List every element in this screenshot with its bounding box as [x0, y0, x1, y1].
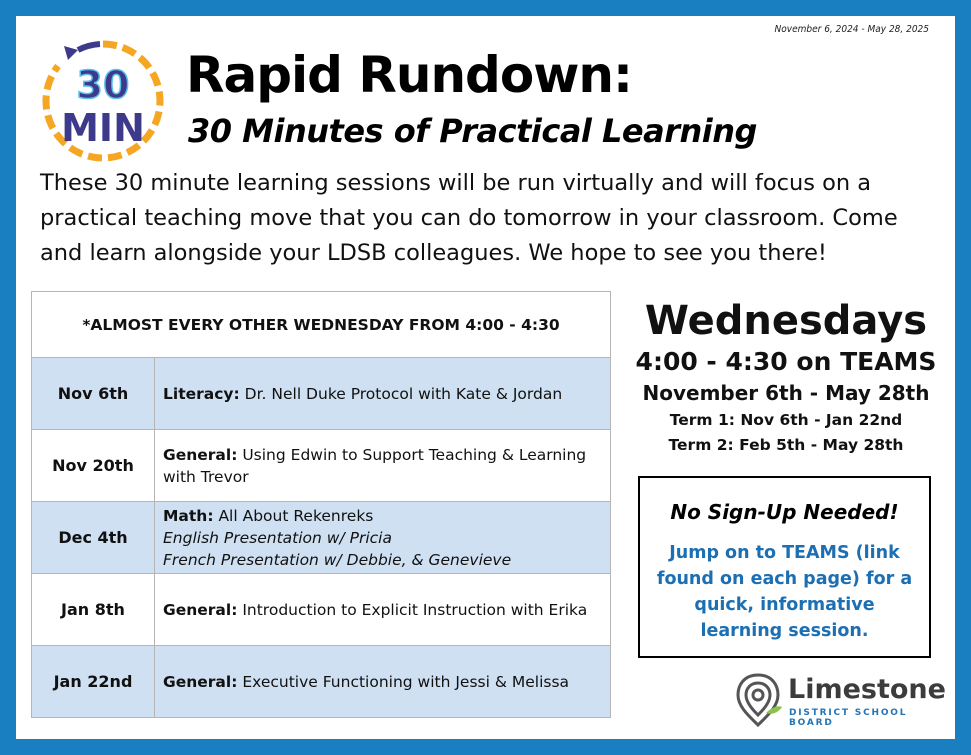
- session-range: November 6th - May 28th: [642, 381, 930, 405]
- session-time: 4:00 - 4:30 on TEAMS: [635, 347, 937, 376]
- table-row: [32, 502, 611, 574]
- logo-min: MIN: [61, 106, 145, 150]
- session-date: Jan 8th: [32, 574, 155, 646]
- session-line-2: English Presentation w/ Pricia: [163, 528, 392, 547]
- page-subtitle: 30 Minutes of Practical Learning: [188, 112, 757, 150]
- session-category: General:: [163, 600, 238, 619]
- table-row: [32, 430, 611, 502]
- thirty-min-logo: [38, 36, 168, 166]
- table-row: [32, 646, 611, 718]
- intro-paragraph: These 30 minute learning sessions will be run virtually and will focus on a practical teaching move that you can do tomorrow in your classroom. Come and learn alongside your LDSB colleagues. We hope to see you there!: [40, 170, 898, 266]
- session-date: Jan 22nd: [32, 646, 155, 718]
- session-description: [155, 358, 611, 430]
- session-text: Dr. Nell Duke Protocol with Kate & Jordan: [239, 384, 563, 403]
- signup-title: No Sign-Up Needed!: [670, 500, 899, 524]
- session-text: Using Edwin to Support Teaching & Learning with Trevor: [163, 445, 587, 486]
- session-date: Nov 20th: [32, 430, 155, 502]
- schedule-header-row: [32, 292, 611, 358]
- session-text: Executive Functioning with Jessi & Melissa: [237, 672, 570, 691]
- session-description: [155, 430, 611, 502]
- term-1: Term 1: Nov 6th - Jan 22nd: [669, 411, 903, 429]
- table-row: [32, 574, 611, 646]
- session-info: [616, 296, 956, 458]
- schedule-heading: *ALMOST EVERY OTHER WEDNESDAY FROM 4:00 - 4:30: [32, 292, 611, 358]
- flyer-page: [16, 16, 955, 739]
- schedule-table: [31, 291, 611, 718]
- session-category: General:: [163, 672, 238, 691]
- board-name: Limestone: [788, 674, 946, 705]
- session-date: Dec 4th: [32, 502, 155, 574]
- session-category: Literacy:: [163, 384, 240, 403]
- session-description: [155, 646, 611, 718]
- session-text: Introduction to Explicit Instruction with Erika: [237, 600, 588, 619]
- session-category: General:: [163, 445, 238, 464]
- session-date: Nov 6th: [32, 358, 155, 430]
- page-title: Rapid Rundown:: [186, 46, 632, 104]
- session-text: All About Rekenreks: [213, 506, 374, 525]
- session-description: [155, 574, 611, 646]
- table-row: [32, 358, 611, 430]
- session-category: Math:: [163, 506, 214, 525]
- session-day: Wednesdays: [644, 298, 928, 344]
- logo-thirty: 30: [76, 63, 130, 107]
- signup-callout: [638, 476, 931, 658]
- term-2: Term 2: Feb 5th - May 28th: [668, 436, 904, 454]
- session-line-3: French Presentation w/ Debbie, & Genevieve: [163, 550, 512, 569]
- date-range: November 6, 2024 - May 28, 2025: [774, 24, 929, 35]
- signup-body: Jump on to TEAMS (link found on each page) for a quick, informative learning session.: [656, 543, 913, 641]
- board-subtitle: DISTRICT SCHOOL BOARD: [789, 708, 908, 728]
- session-description: [155, 502, 611, 574]
